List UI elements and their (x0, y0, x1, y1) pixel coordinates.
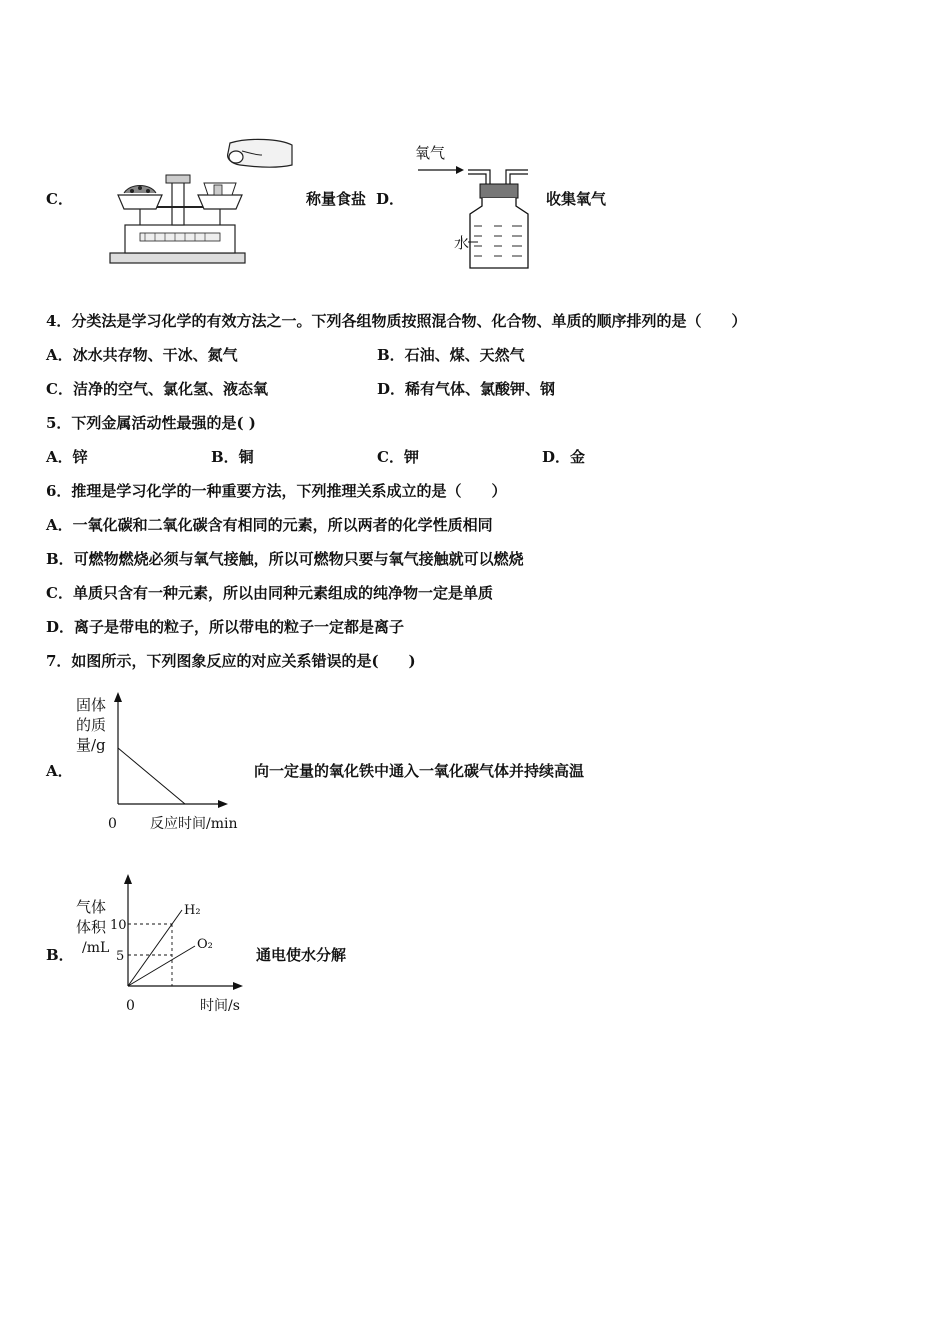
graph-b-tick-5: 5 (116, 949, 125, 964)
gas-collection-bottle-illustration (410, 138, 540, 273)
q3-option-c-letter: C． (46, 190, 73, 208)
graph-a-mass-line (118, 748, 185, 804)
q7-stem: 7．如图所示，下列图象反应的对应关系错误的是( ) (46, 652, 416, 670)
q5-option-d: D．金 (542, 448, 586, 466)
graph-b-h2-label: H₂ (184, 903, 201, 918)
graph-b-xlabel: 时间/s (200, 998, 240, 1014)
q4-option-c: C．洁净的空气、氯化氢、液态氧 (46, 380, 268, 398)
graph-b-tick-10: 10 (110, 918, 127, 933)
q7-option-a-graph (70, 690, 260, 835)
q5-stem: 5．下列金属活动性最强的是( ) (46, 414, 256, 432)
graph-a-origin: 0 (108, 816, 117, 832)
q3-option-c-caption: 称量食盐 (306, 190, 367, 208)
q7-option-a-caption: 向一定量的氧化铁中通入一氧化碳气体并持续高温 (254, 762, 585, 780)
graph-b-origin: 0 (126, 998, 135, 1014)
q7-option-b-caption: 通电使水分解 (256, 946, 347, 964)
graph-a-xlabel: 反应时间/min (150, 816, 238, 832)
q6-option-a: A．一氧化碳和二氧化碳含有相同的元素，所以两者的化学性质相同 (46, 516, 493, 534)
graph-b-o2-line (128, 946, 195, 986)
q3-option-d-letter: D． (376, 190, 405, 208)
q5-option-c: C．钾 (377, 448, 419, 466)
graph-b-o2-label: O₂ (197, 937, 213, 952)
q5-option-b: B．铜 (211, 448, 254, 466)
q6-option-b: B．可燃物燃烧必须与氧气接触，所以可燃物只要与氧气接触就可以燃烧 (46, 550, 524, 568)
graph-b-ylabel-2: 体积 (76, 918, 107, 936)
q4-option-d: D．稀有气体、氯酸钾、钢 (377, 380, 556, 398)
q3-option-d-caption: 收集氧气 (546, 190, 607, 208)
q7-option-b-letter: B． (46, 946, 74, 964)
q6-stem: 6．推理是学习化学的一种重要方法，下列推理关系成立的是（ ） (46, 482, 507, 500)
q7-option-a-letter: A． (46, 762, 73, 780)
q6-option-c: C．单质只含有一种元素，所以由同种元素组成的纯净物一定是单质 (46, 584, 493, 602)
q5-option-a: A．锌 (46, 448, 88, 466)
graph-b-ylabel-1: 气体 (76, 898, 107, 916)
q4-stem: 4．分类法是学习化学的有效方法之一。下列各组物质按照混合物、化合物、单质的顺序排列的是（ ） (46, 312, 747, 330)
q7-option-b-graph (70, 870, 260, 1020)
graph-a-ylabel-3: 量/g (76, 736, 106, 754)
graph-b-ylabel-3: /mL (82, 940, 110, 956)
q4-option-b: B．石油、煤、天然气 (377, 346, 525, 364)
graph-b-h2-line (128, 910, 182, 986)
graph-a-ylabel-2: 的质 (76, 716, 107, 734)
balance-scale-illustration (100, 135, 300, 270)
graph-a-ylabel-1: 固体 (76, 696, 107, 714)
q6-option-d: D．离子是带电的粒子，所以带电的粒子一定都是离子 (46, 618, 405, 636)
oxygen-label: 氧气 (415, 144, 446, 162)
water-label: 水 (454, 234, 470, 252)
q4-option-a: A．冰水共存物、干冰、氮气 (46, 346, 238, 364)
